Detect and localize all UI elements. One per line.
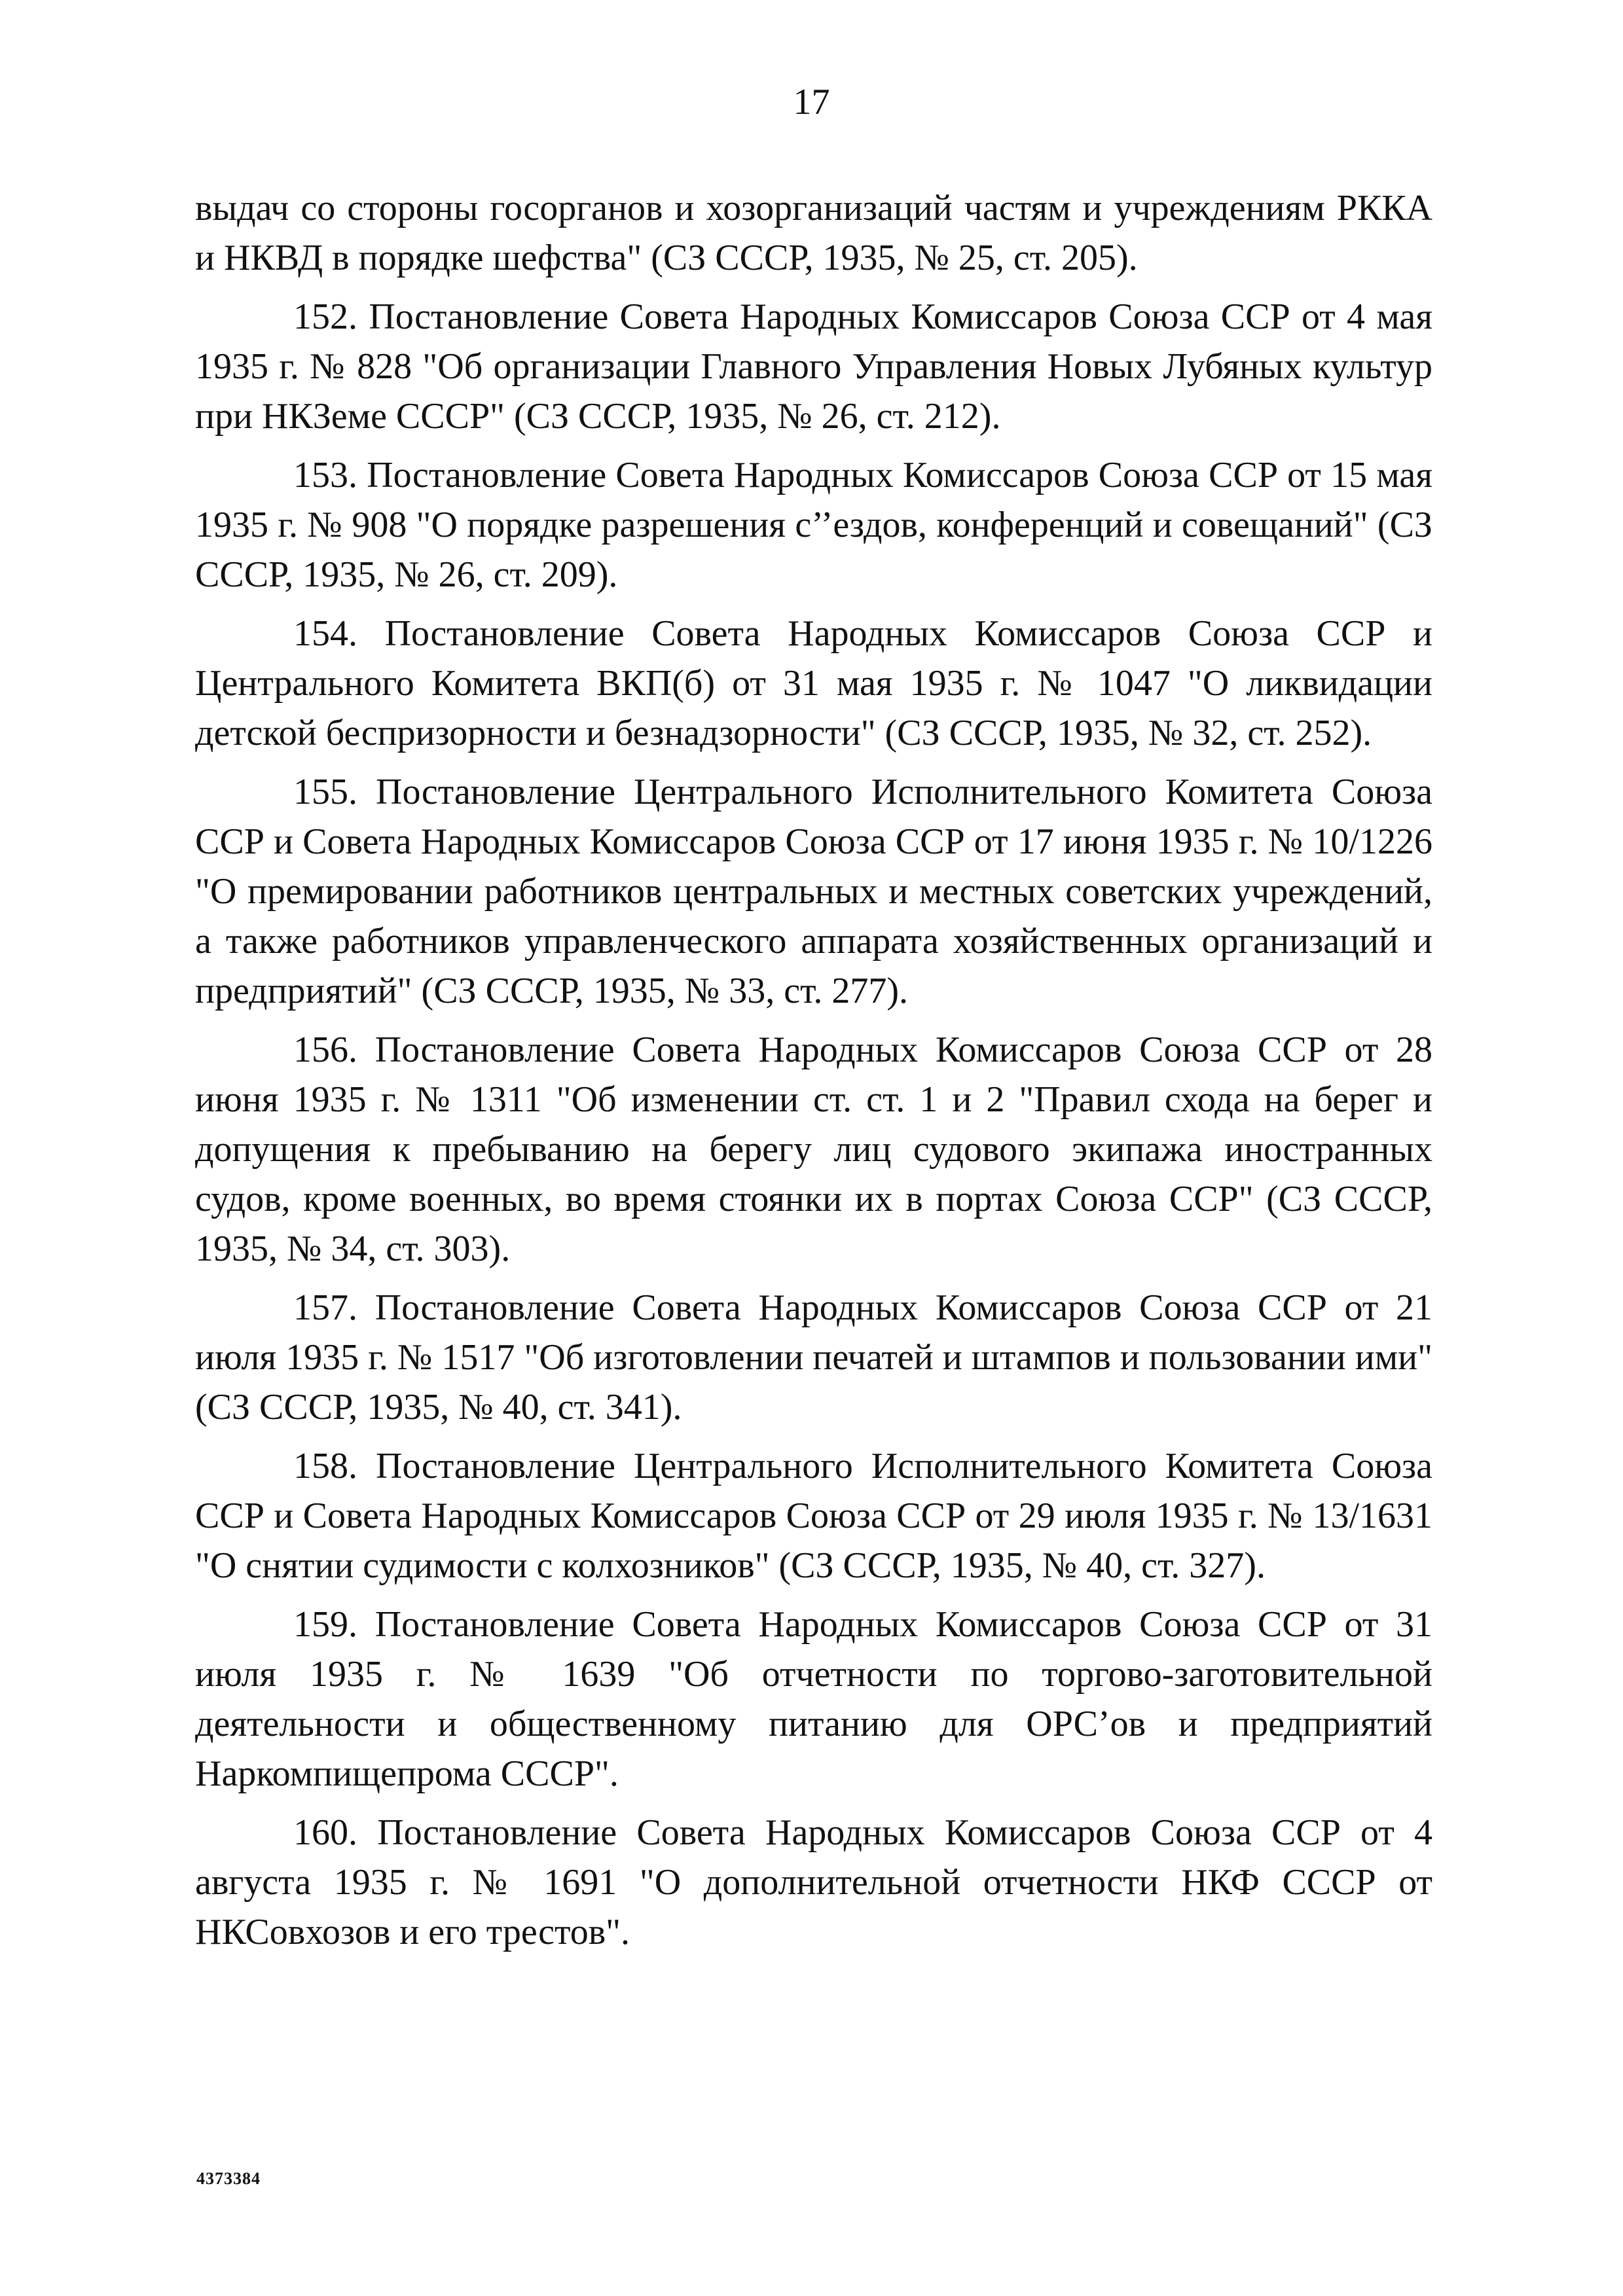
document-body bbox=[195, 183, 1432, 1966]
list-item-153: 153. Постановление Совета Народных Комиссаров Союза ССР от 15 мая 1935 г. № 908 "О порядке разрешения с’’ездов, конференций и совещаний" (СЗ СССР, 1935, № 26, ст. 209). bbox=[195, 455, 1432, 595]
list-item-157: 157. Постановление Совета Народных Комиссаров Союза ССР от 21 июля 1935 г. № 1517 "Об изготовлении печатей и штампов и пользовании ими" (СЗ СССР, 1935, № 40, ст. 341). bbox=[195, 1287, 1432, 1427]
list-item-156: 156. Постановление Совета Народных Комиссаров Союза ССР от 28 июня 1935 г. № 1311 "Об изменении ст. ст. 1 и 2 "Правил схода на берег и допущения к пребыванию на берегу лиц судового экипажа иностранных судов, кроме военных, во время стоянки их в портах Союза ССР" (СЗ СССР, 1935, № 34, ст. 303). bbox=[195, 1030, 1432, 1269]
list-item-154: 154. Постановление Совета Народных Комиссаров Союза ССР и Центрального Комитета ВКП(б) от 31 мая 1935 г. № 1047 "О ликвидации детской беспризорности и безнадзорности" (СЗ СССР, 1935, № 32, ст. 252). bbox=[195, 613, 1432, 753]
document-code: 4373384 bbox=[196, 2169, 261, 2188]
continuation-paragraph: выдач со стороны госорганов и хозорганизаций частям и учреждениям РККА и НКВД в порядке шефства" (СЗ СССР, 1935, № 25, ст. 205). bbox=[195, 188, 1432, 278]
list-item-159: 159. Постановление Совета Народных Комиссаров Союза ССР от 31 июля 1935 г. № 1639 "Об отчетности по торгово-заготовительной деятельности и общественному питанию для ОРС’ов и предприятий Наркомпищепрома СССР". bbox=[195, 1604, 1432, 1794]
list-item-155: 155. Постановление Центрального Исполнительного Комитета Союза ССР и Совета Народных Комиссаров Союза ССР от 17 июня 1935 г. № 10/1226 "О премировании работников центральных и местных советских учреждений, а также работников управленческого аппарата хозяйственных организаций и предприятий" (СЗ СССР, 1935, № 33, ст. 277). bbox=[195, 772, 1432, 1011]
list-item-158: 158. Постановление Центрального Исполнительного Комитета Союза ССР и Совета Народных Комиссаров Союза ССР от 29 июля 1935 г. № 13/1631 "О снятии судимости с колхозников" (СЗ СССР, 1935, № 40, ст. 327). bbox=[195, 1446, 1432, 1586]
list-item-152: 152. Постановление Совета Народных Комиссаров Союза ССР от 4 мая 1935 г. № 828 "Об организации Главного Управления Новых Лубяных культур при НКЗеме СССР" (СЗ СССР, 1935, № 26, ст. 212). bbox=[195, 296, 1432, 437]
list-item-160: 160. Постановление Совета Народных Комиссаров Союза ССР от 4 августа 1935 г. № 1691 "О дополнительной отчетности НКФ СССР от НКСовхозов и его трестов". bbox=[195, 1812, 1432, 1952]
page-number: 17 bbox=[793, 82, 830, 122]
